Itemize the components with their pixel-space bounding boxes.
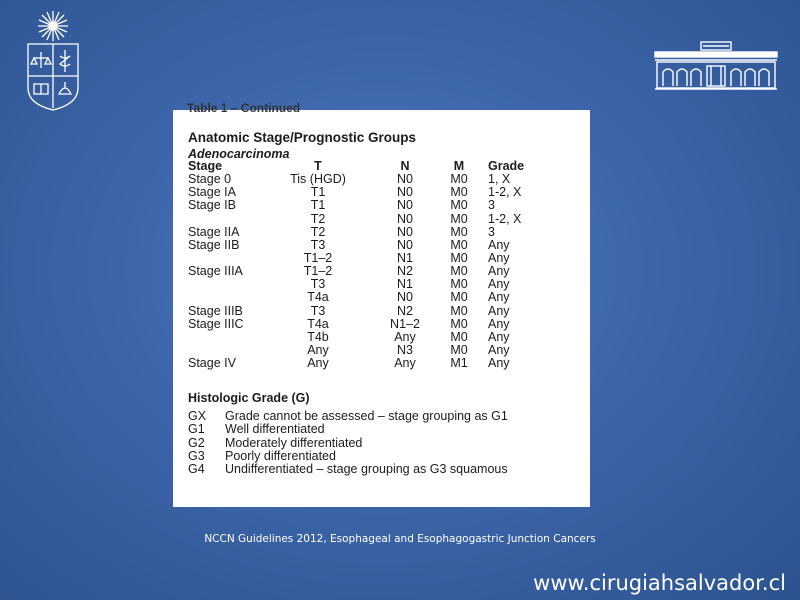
cell-n: N3 (397, 343, 413, 358)
cell-t: Any (307, 343, 329, 358)
histologic-title: Histologic Grade (G) (188, 391, 310, 405)
cell-stage: Stage IIB (188, 237, 240, 252)
cell-stage: Stage IIA (188, 224, 240, 239)
cell-grade: Any (488, 264, 510, 279)
cell-m: M0 (450, 277, 468, 292)
grade-code: G4 (188, 462, 205, 477)
cell-grade: Any (488, 237, 510, 252)
cell-stage: Stage IB (188, 198, 236, 213)
cell-stage: Stage IIIB (188, 303, 243, 318)
cell-n: N0 (397, 290, 413, 305)
hospital-building-icon (653, 40, 779, 92)
cell-grade: Any (488, 329, 510, 344)
table-row (188, 344, 578, 357)
cell-t: Any (307, 356, 329, 371)
cell-n: N1 (397, 277, 413, 292)
cell-t: T4a (307, 290, 329, 305)
cell-n: N0 (397, 211, 413, 226)
cell-n: N0 (397, 198, 413, 213)
grade-code: GX (188, 409, 207, 423)
cell-m: M0 (450, 343, 468, 358)
cell-n: N2 (397, 264, 413, 279)
table-header-row (188, 160, 578, 173)
cell-m: M0 (450, 237, 468, 252)
table-row (188, 318, 578, 331)
cell-n: N2 (397, 303, 413, 318)
cell-stage: Stage IA (188, 185, 236, 200)
list-item (188, 437, 508, 450)
university-crest-icon (22, 8, 84, 112)
cell-m: M1 (450, 356, 468, 371)
cell-m: M0 (450, 224, 468, 239)
cell-grade: Any (488, 316, 510, 331)
grade-code: G2 (188, 435, 205, 450)
cell-stage (188, 291, 270, 304)
cell-t: T3 (310, 277, 326, 292)
cell-stage: Stage 0 (188, 172, 232, 187)
cell-grade: Any (488, 251, 510, 266)
cell-grade: 1, X (488, 172, 511, 187)
header-grade: Grade (488, 159, 525, 174)
cell-t: T2 (310, 211, 326, 226)
cell-stage (188, 213, 270, 226)
table-row (188, 357, 578, 370)
grade-description: Undifferentiated – stage grouping as G3 squamous (225, 462, 508, 477)
cell-n: Any (394, 356, 416, 371)
list-item (188, 450, 508, 463)
header-m: M (453, 159, 465, 174)
cell-m: M0 (450, 264, 468, 279)
header-n: N (400, 159, 410, 174)
cell-grade: 1-2, X (488, 211, 522, 226)
histologic-list (188, 410, 508, 476)
list-item (188, 410, 508, 423)
cell-n: N0 (397, 237, 413, 252)
cell-m: M0 (450, 329, 468, 344)
cell-grade: Any (488, 356, 510, 371)
section-title: Anatomic Stage/Prognostic Groups (188, 130, 417, 145)
cell-t: T4b (307, 329, 329, 344)
cell-t: T1 (310, 185, 326, 200)
cut-table-caption: Table 1 – Continued (187, 101, 301, 115)
cell-grade: Any (488, 277, 510, 292)
grade-description: Well differentiated (225, 422, 325, 437)
table-row (188, 291, 578, 304)
cell-m: M0 (450, 316, 468, 331)
cell-m: M0 (450, 211, 468, 226)
cell-stage (188, 331, 270, 344)
cell-t: T3 (310, 237, 326, 252)
cell-m: M0 (450, 198, 468, 213)
cell-stage (188, 278, 270, 291)
cell-stage: Stage IIIA (188, 264, 243, 279)
cell-m: M0 (450, 303, 468, 318)
stage-table (188, 160, 578, 370)
grade-description: Poorly differentiated (225, 448, 336, 463)
cell-n: Any (394, 329, 416, 344)
table-row (188, 305, 578, 318)
header-stage: Stage (188, 159, 223, 174)
cell-grade: Any (488, 303, 510, 318)
cell-n: N0 (397, 224, 413, 239)
cell-t: T1–2 (303, 251, 333, 266)
cell-t: T1 (310, 198, 326, 213)
cell-grade: Any (488, 343, 510, 358)
header-t: T (314, 159, 322, 174)
table-row (188, 265, 578, 278)
list-item (188, 463, 508, 476)
grade-description: Moderately differentiated (225, 435, 363, 450)
cell-stage: Stage IV (188, 356, 236, 371)
cell-stage (188, 344, 270, 357)
table-row (188, 186, 578, 199)
table-row (188, 213, 578, 226)
table-row (188, 252, 578, 265)
cell-stage: Stage IIIC (188, 316, 244, 331)
table-row (188, 199, 578, 212)
grade-code: G3 (188, 448, 205, 463)
cell-stage (188, 252, 270, 265)
cell-n: N1–2 (390, 316, 420, 331)
cell-t: T4a (307, 316, 329, 331)
cell-t: T3 (310, 303, 326, 318)
cell-n: N1 (397, 251, 413, 266)
table-row (188, 226, 578, 239)
cell-n: N0 (397, 185, 413, 200)
cell-grade: 3 (488, 224, 495, 239)
cell-t: T2 (310, 224, 326, 239)
cell-m: M0 (450, 185, 468, 200)
grade-code: G1 (188, 422, 205, 437)
subtitle: Adenocarcinoma (188, 147, 290, 161)
cell-m: M0 (450, 251, 468, 266)
cell-grade: Any (488, 290, 510, 305)
table-row (188, 331, 578, 344)
table-row (188, 173, 578, 186)
source-caption: NCCN Guidelines 2012, Esophageal and Esophagogastric Junction Cancers (204, 533, 596, 545)
stage-table-image (173, 101, 590, 507)
cell-grade: 1-2, X (488, 185, 522, 200)
cell-t: T1–2 (303, 264, 333, 279)
table-row (188, 278, 578, 291)
cell-m: M0 (450, 172, 468, 187)
list-item (188, 423, 508, 436)
cell-t: Tis (HGD) (290, 172, 346, 187)
table-row (188, 239, 578, 252)
cell-grade: 3 (488, 198, 495, 213)
website-url: www.cirugiahsalvador.cl (533, 571, 786, 595)
cell-n: N0 (397, 172, 413, 187)
cell-m: M0 (450, 290, 468, 305)
grade-description: Grade cannot be assessed – stage grouping as G1 (225, 409, 508, 423)
